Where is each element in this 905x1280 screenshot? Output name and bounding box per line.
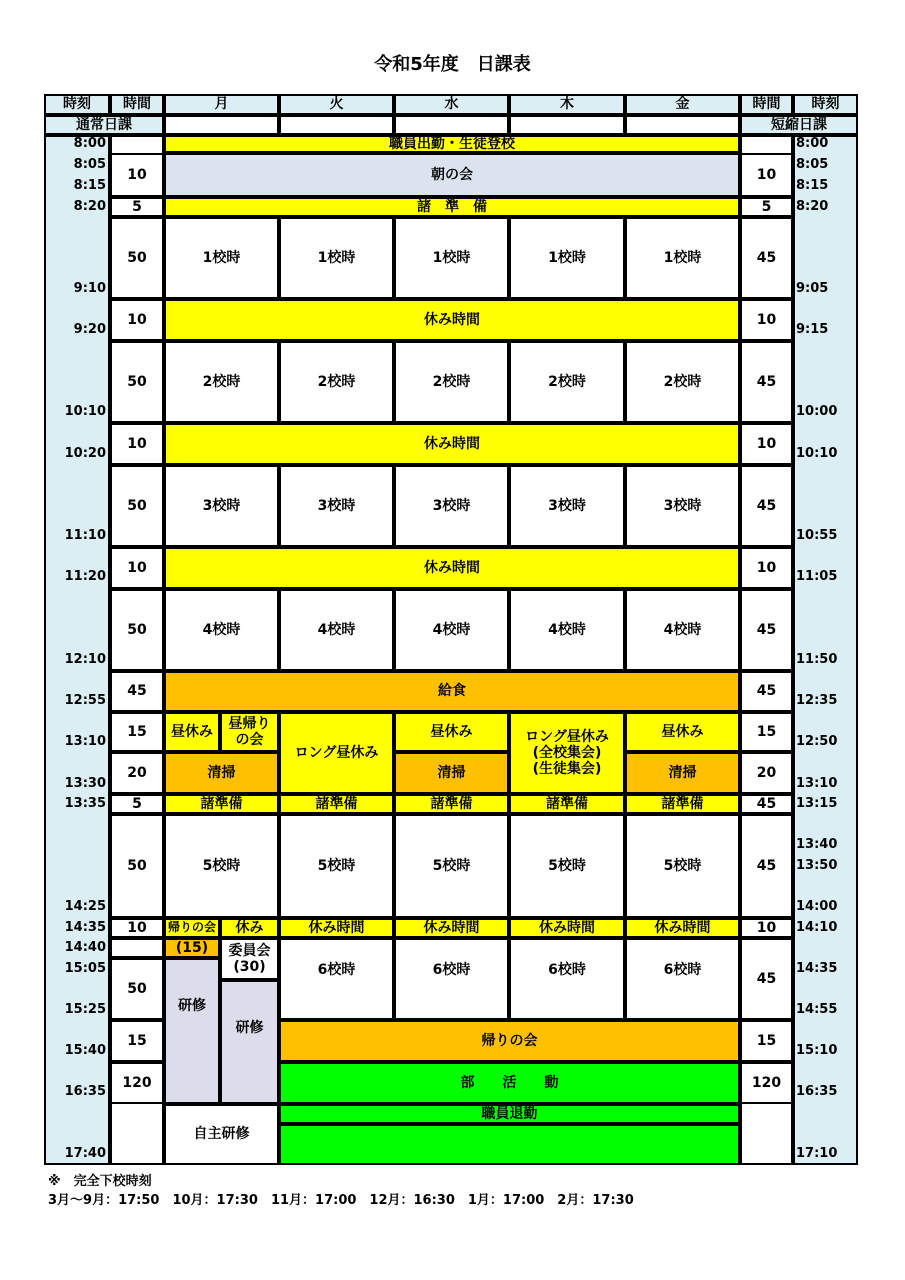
left-duration: 5 (110, 197, 164, 217)
left-time: 9:20 (73, 321, 106, 337)
left-duration: 20 (110, 752, 164, 794)
long-lunch-thu: ロング昼休み (全校集会) (生徒集会) (509, 712, 625, 794)
subheader-empty (394, 115, 509, 135)
left-duration: 120 (110, 1062, 164, 1104)
club-extension (279, 1124, 740, 1165)
left-duration: 15 (110, 1020, 164, 1062)
lunch-row: 給食 (164, 671, 740, 712)
right-time: 9:05 (796, 280, 829, 296)
period-cell: 5校時 (625, 814, 740, 918)
period-cell: 2校時 (509, 341, 625, 423)
header-time-left: 時刻 (44, 94, 110, 115)
period-cell: 2校時 (394, 341, 509, 423)
self-study: 自主研修 (164, 1104, 279, 1165)
right-duration: 5 (740, 197, 793, 217)
right-time: 14:10 (796, 919, 838, 935)
left-duration: 10 (110, 547, 164, 589)
right-time: 16:35 (796, 1083, 838, 1099)
right-duration: 45 (740, 217, 793, 299)
right-time: 8:05 (796, 156, 829, 172)
left-time: 12:55 (64, 692, 106, 708)
lunch-homeroom-mon: 昼帰り の会 (220, 712, 279, 752)
right-duration: 120 (740, 1062, 793, 1104)
prep-cell: 諸準備 (394, 794, 509, 814)
left-duration: 10 (110, 153, 164, 197)
club-activities-row: 部 活 動 (279, 1062, 740, 1104)
period-cell: 6校時 (625, 938, 740, 1020)
cleaning-mon: 清掃 (164, 752, 279, 794)
left-duration-blank (110, 938, 164, 958)
homeroom-15: (15) (164, 938, 220, 958)
break-cell: 休み時間 (625, 918, 740, 938)
training-mon-b (220, 980, 279, 1104)
header-duration-right: 時間 (740, 94, 793, 115)
left-time: 16:35 (64, 1083, 106, 1099)
right-time: 11:50 (796, 651, 838, 667)
subheader-empty (279, 115, 394, 135)
period-cell: 2校時 (164, 341, 279, 423)
period-cell: 6校時 (394, 938, 509, 1020)
right-duration: 20 (740, 752, 793, 794)
break-cell: 休み時間 (394, 918, 509, 938)
homeroom-end-mon: 帰りの会 (164, 918, 220, 938)
lunch-break-wed: 昼休み (394, 712, 509, 752)
right-duration: 10 (740, 918, 793, 938)
right-duration: 45 (740, 938, 793, 1020)
right-time: 13:40 (796, 836, 838, 852)
morning-meeting-row: 朝の会 (164, 153, 740, 197)
left-time: 13:35 (64, 795, 106, 811)
right-time: 12:50 (796, 733, 838, 749)
left-duration: 10 (110, 423, 164, 465)
training-mon-a (164, 958, 220, 1104)
period-cell: 1校時 (394, 217, 509, 299)
right-time: 9:15 (796, 321, 829, 337)
right-time: 11:05 (796, 568, 838, 584)
right-time: 14:00 (796, 898, 838, 914)
left-time: 14:40 (64, 939, 106, 955)
period-cell: 4校時 (164, 589, 279, 671)
left-time: 11:10 (64, 527, 106, 543)
left-time: 14:25 (64, 898, 106, 914)
training-label: 研修 (178, 997, 206, 1014)
period-cell: 4校時 (625, 589, 740, 671)
left-time: 10:20 (64, 445, 106, 461)
right-time: 12:35 (796, 692, 838, 708)
header-day-mon: 月 (164, 94, 279, 115)
left-time: 11:20 (64, 568, 106, 584)
right-time: 8:20 (796, 198, 829, 214)
period-cell: 2校時 (279, 341, 394, 423)
period-cell: 4校時 (509, 589, 625, 671)
subheader-empty (509, 115, 625, 135)
right-time: 8:00 (796, 135, 829, 151)
period-cell: 3校時 (164, 465, 279, 547)
left-time: 13:10 (64, 733, 106, 749)
right-duration: 45 (740, 465, 793, 547)
right-duration: 45 (740, 794, 793, 814)
right-duration: 15 (740, 712, 793, 752)
right-time: 14:35 (796, 960, 838, 976)
prep-cell: 諸準備 (164, 794, 279, 814)
left-duration: 50 (110, 217, 164, 299)
period-cell: 6校時 (509, 938, 625, 1020)
right-time: 13:50 (796, 857, 838, 873)
header-day-thu: 木 (509, 94, 625, 115)
period-cell: 5校時 (394, 814, 509, 918)
arrival-row: 職員出勤・生徒登校 (164, 135, 740, 153)
footer-note-title: ※ 完全下校時刻 (48, 1174, 152, 1189)
left-time: 12:10 (64, 651, 106, 667)
footer-note-times: 3月～9月：17:50 10月：17:30 11月：17:00 12月：16:30 1月：17:00 2月：17:30 (48, 1193, 634, 1208)
right-duration: 10 (740, 153, 793, 197)
header-day-fri: 金 (625, 94, 740, 115)
training-label: 研修 (235, 1019, 264, 1036)
right-duration: 45 (740, 341, 793, 423)
right-duration: 45 (740, 671, 793, 712)
left-time: 8:05 (73, 156, 106, 172)
left-time: 8:20 (73, 198, 106, 214)
homeroom-end-row: 帰りの会 (279, 1020, 740, 1062)
break-row: 休み時間 (164, 299, 740, 341)
header-time-right: 時刻 (793, 94, 858, 115)
period-cell: 5校時 (279, 814, 394, 918)
right-time: 8:15 (796, 177, 829, 193)
period-cell: 5校時 (509, 814, 625, 918)
period-cell: 6校時 (279, 938, 394, 1020)
left-duration: 45 (110, 671, 164, 712)
left-duration: 10 (110, 299, 164, 341)
prep-cell: 諸準備 (509, 794, 625, 814)
left-time: 8:15 (73, 177, 106, 193)
right-duration: 15 (740, 1020, 793, 1062)
right-time: 15:10 (796, 1042, 838, 1058)
period-cell: 1校時 (279, 217, 394, 299)
header-duration-left: 時間 (110, 94, 164, 115)
left-duration: 10 (110, 918, 164, 938)
subheader-empty (164, 115, 279, 135)
right-duration: 10 (740, 423, 793, 465)
subheader-empty (625, 115, 740, 135)
left-duration: 5 (110, 794, 164, 814)
left-time: 15:40 (64, 1042, 106, 1058)
left-time: 8:00 (73, 135, 106, 151)
period-cell: 4校時 (279, 589, 394, 671)
right-time: 14:55 (796, 1001, 838, 1017)
page-title: 令和5年度 日課表 (374, 54, 531, 75)
cleaning-fri: 清掃 (625, 752, 740, 794)
break-mon: 休み (220, 918, 279, 938)
right-duration: 45 (740, 814, 793, 918)
right-time: 17:10 (796, 1145, 838, 1161)
left-time: 10:10 (64, 403, 106, 419)
prep-row: 諸 準 備 (164, 197, 740, 217)
period-cell: 5校時 (164, 814, 279, 918)
committee-meeting: 委員会 (30) (220, 938, 279, 980)
right-duration: 10 (740, 547, 793, 589)
break-row: 休み時間 (164, 423, 740, 465)
period-cell: 3校時 (625, 465, 740, 547)
period-cell: 4校時 (394, 589, 509, 671)
break-cell: 休み時間 (279, 918, 394, 938)
subheader-short: 短縮日課 (740, 115, 858, 135)
left-time: 15:05 (64, 960, 106, 976)
period-cell: 3校時 (279, 465, 394, 547)
right-time: 13:15 (796, 795, 838, 811)
left-duration: 50 (110, 341, 164, 423)
left-time: 17:40 (64, 1145, 106, 1161)
period-cell: 2校時 (625, 341, 740, 423)
right-time: 10:00 (796, 403, 838, 419)
left-time: 9:10 (73, 280, 106, 296)
period-cell: 1校時 (164, 217, 279, 299)
right-time: 10:55 (796, 527, 838, 543)
header-day-wed: 水 (394, 94, 509, 115)
lunch-break-mon: 昼休み (164, 712, 220, 752)
cleaning-wed: 清掃 (394, 752, 509, 794)
break-row: 休み時間 (164, 547, 740, 589)
right-duration: 10 (740, 299, 793, 341)
lunch-break-fri: 昼休み (625, 712, 740, 752)
prep-cell: 諸準備 (625, 794, 740, 814)
left-duration: 50 (110, 465, 164, 547)
right-time: 13:10 (796, 775, 838, 791)
left-duration: 50 (110, 589, 164, 671)
left-time: 15:25 (64, 1001, 106, 1017)
prep-cell: 諸準備 (279, 794, 394, 814)
staff-leave-row: 職員退勤 (279, 1104, 740, 1124)
right-time: 10:10 (796, 445, 838, 461)
left-duration: 50 (110, 814, 164, 918)
subheader-normal: 通常日課 (44, 115, 164, 135)
period-cell: 1校時 (625, 217, 740, 299)
left-time: 13:30 (64, 775, 106, 791)
left-duration: 50 (110, 958, 164, 1020)
right-duration: 45 (740, 589, 793, 671)
left-duration: 15 (110, 712, 164, 752)
long-lunch-tue: ロング昼休み (279, 712, 394, 794)
period-cell: 1校時 (509, 217, 625, 299)
header-day-tue: 火 (279, 94, 394, 115)
break-cell: 休み時間 (509, 918, 625, 938)
left-time: 14:35 (64, 919, 106, 935)
period-cell: 3校時 (394, 465, 509, 547)
period-cell: 3校時 (509, 465, 625, 547)
